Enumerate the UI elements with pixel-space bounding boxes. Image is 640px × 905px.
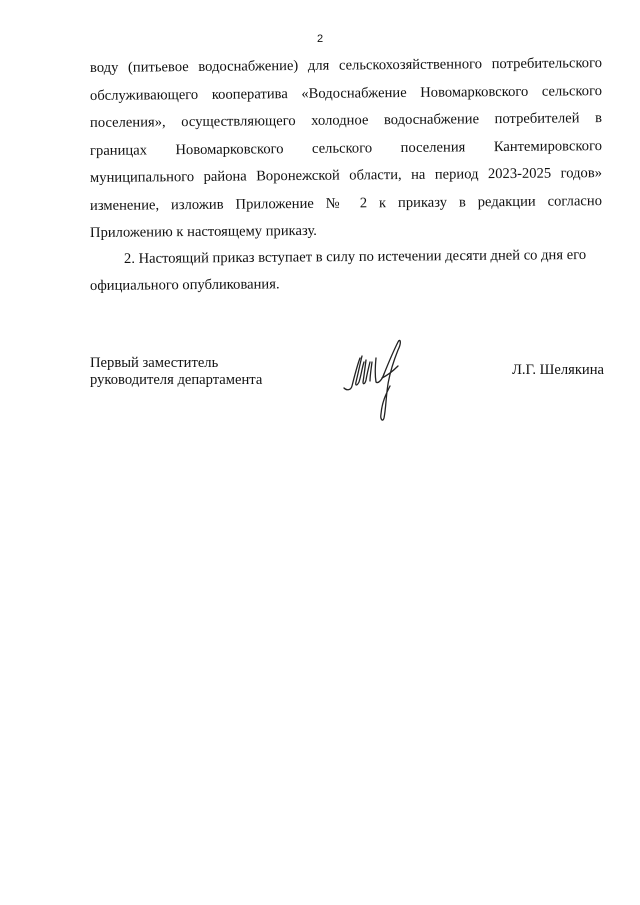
signatory-name: Л.Г. Шелякина	[512, 362, 605, 378]
body-line: воду (питьевое водоснабжение) для сельскохозяйственного потребительского	[89, 55, 603, 76]
page-number: 2	[316, 33, 324, 45]
handwritten-signature	[340, 336, 420, 426]
body-line: муниципального района Воронежской области, на период 2023-2025 годов»	[89, 165, 603, 186]
item-2-line: 2. Настоящий приказ вступает в силу по истечении десяти дней со дня его	[123, 246, 587, 267]
body-line: границах Новомарковского сельского поселения Кантемировского	[89, 138, 603, 159]
body-line: Приложению к настоящему приказу.	[89, 222, 317, 241]
signatory-title	[90, 355, 262, 389]
signatory-title-line: руководителя департамента	[90, 372, 263, 388]
item-2-line: официального опубликования.	[89, 276, 280, 294]
body-line: поселения», осуществляющего холодное водоснабжение потребителей в	[89, 110, 603, 131]
body-line: изменение, изложив Приложение № 2 к приказу в редакции согласно	[89, 193, 603, 214]
body-line: обслуживающего кооператива «Водоснабжение Новомарковского сельского	[89, 83, 603, 104]
signatory-title-line: Первый заместитель	[90, 355, 219, 371]
